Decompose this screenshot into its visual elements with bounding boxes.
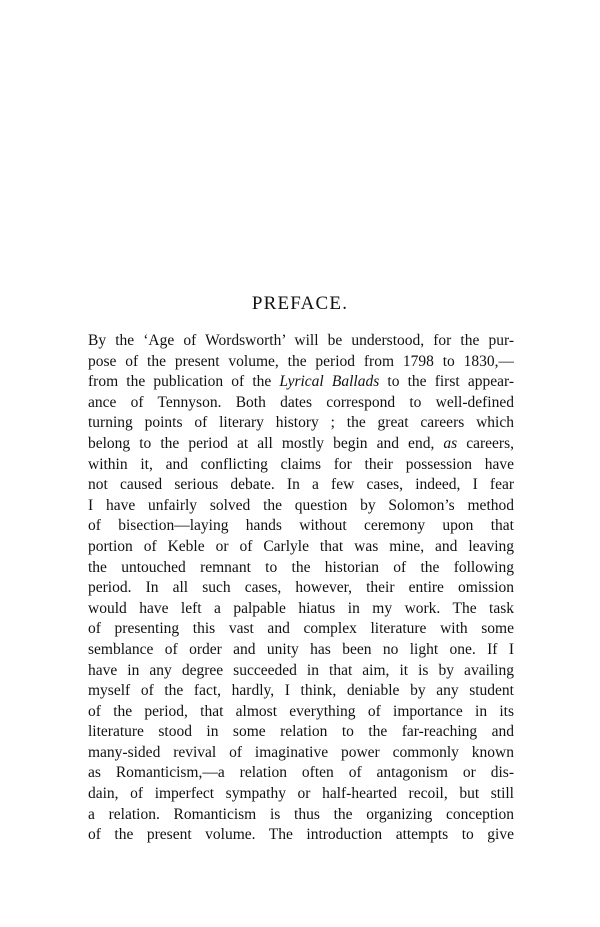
text-line: of the present volume. The introduction attempts to give xyxy=(88,826,514,844)
text-line: as Romanticism,—a relation often of antagonism or dis- xyxy=(88,764,514,782)
text-line: period. In all such cases, however, their entire omission xyxy=(88,579,514,597)
text-line: turning points of literary history ; the great careers which xyxy=(88,414,514,432)
page-title: PREFACE. xyxy=(251,293,349,314)
text-line: from the publication of the Lyrical Ballads to the first appear- xyxy=(88,373,514,391)
text-line: would have left a palpable hiatus in my work. The task xyxy=(88,599,514,617)
italic-text: as xyxy=(443,434,458,452)
italic-text: Lyrical Ballads xyxy=(279,373,380,391)
text-line: a relation. Romanticism is thus the organizing conception xyxy=(88,805,514,823)
text-line: the untouched remnant to the historian of the following xyxy=(88,558,514,576)
text-line: myself of the fact, hardly, I think, deniable by any student xyxy=(88,682,514,700)
text-line: ance of Tennyson. Both dates correspond to well-defined xyxy=(88,393,514,411)
text-line: have in any degree succeeded in that aim, it is by availing xyxy=(88,661,514,679)
text-line: By the ‘Age of Wordsworth’ will be understood, for the pur- xyxy=(88,332,514,349)
preface-body-text xyxy=(88,331,514,846)
text-line: belong to the period at all mostly begin and end, as careers, xyxy=(88,434,514,452)
text-line: of presenting this vast and complex literature with some xyxy=(88,620,514,638)
text-line: portion of Keble or of Carlyle that was mine, and leaving xyxy=(88,537,514,555)
text-line: I have unfairly solved the question by Solomon’s method xyxy=(88,496,514,514)
text-line: within it, and conflicting claims for their possession have xyxy=(88,455,514,473)
text-line: many-sided revival of imaginative power commonly known xyxy=(88,743,514,761)
text-line: dain, of imperfect sympathy or half-hearted recoil, but still xyxy=(88,785,514,803)
text-line: of bisection—laying hands without ceremony upon that xyxy=(88,517,514,535)
text-line: not caused serious debate. In a few cases, indeed, I fear xyxy=(88,476,514,494)
text-line: of the period, that almost everything of importance in its xyxy=(88,702,514,720)
text-line: pose of the present volume, the period from 1798 to 1830,— xyxy=(88,352,514,370)
text-line: semblance of order and unity has been no light one. If I xyxy=(88,640,514,658)
text-line: literature stood in some relation to the far-reaching and xyxy=(88,723,514,741)
